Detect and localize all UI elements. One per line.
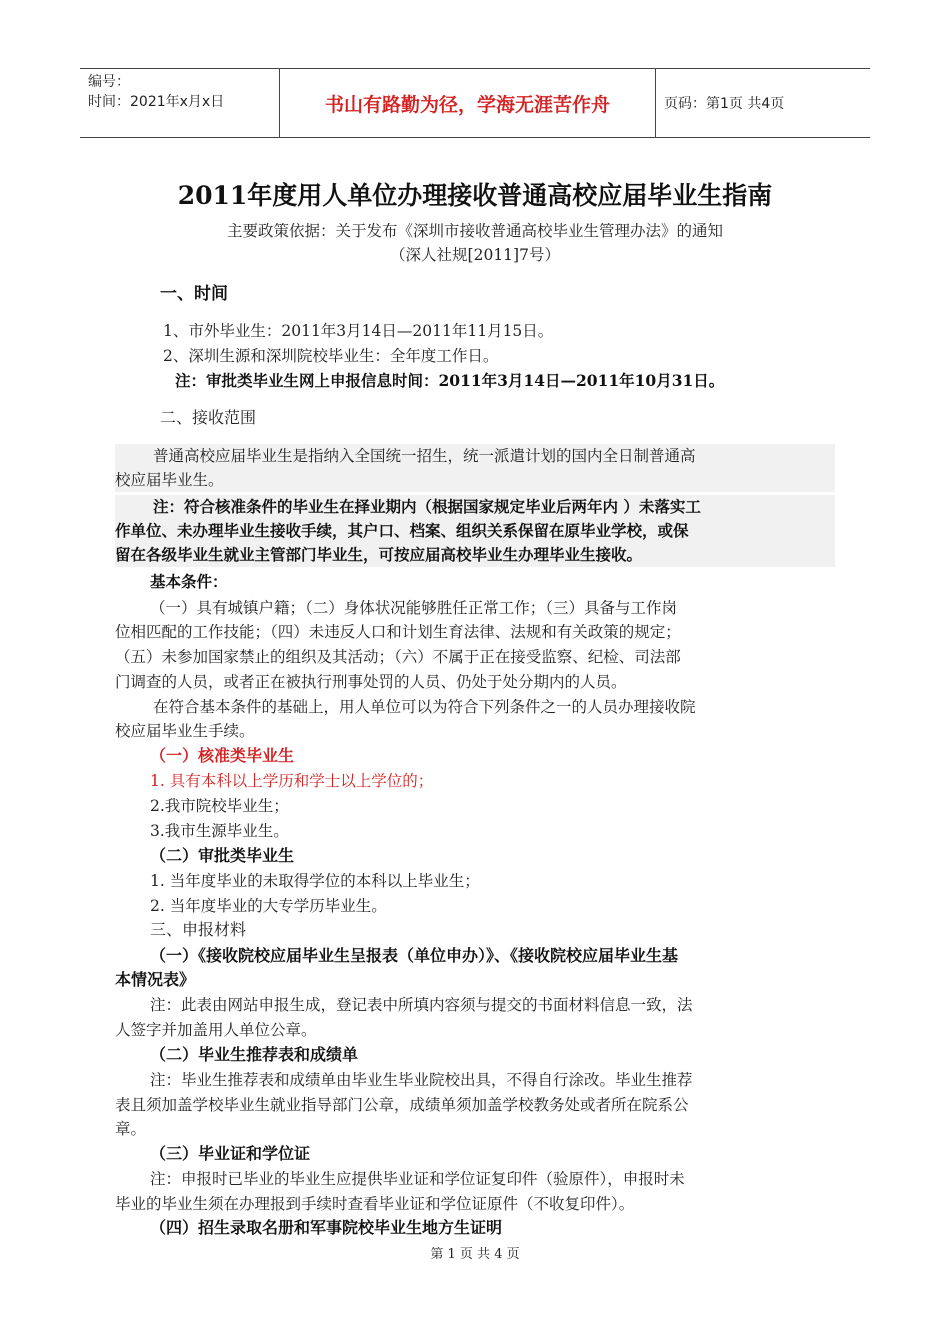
cat2-item-2: 2. 当年度毕业的大专学历毕业生。 (150, 897, 387, 915)
page-header (80, 68, 870, 138)
material-1-note-line1: 注：此表由网站申报生成，登记表中所填内容须与提交的书面材料信息一致，法 (150, 996, 693, 1014)
cat1-item-3: 3.我市生源毕业生。 (150, 822, 289, 840)
category-1-title: （一）核准类毕业生 (150, 746, 295, 765)
sec1-item-2: 2、深圳生源和深圳院校毕业生：全年度工作日。 (163, 347, 499, 365)
scope-para-line2: 校应届毕业生。 (115, 468, 835, 492)
material-3-note-line2: 毕业的毕业生须在办理报到手续时查看毕业证和学位证原件（不收复印件）。 (115, 1195, 635, 1213)
material-2-title: （二）毕业生推荐表和成绩单 (150, 1045, 359, 1064)
basic-line1: （一）具有城镇户籍；（二）身体状况能够胜任正常工作；（三）具备与工作岗 (150, 599, 678, 617)
cat2-item-1: 1. 当年度毕业的未取得学位的本科以上毕业生； (150, 872, 480, 890)
material-2-note-line1: 注：毕业生推荐表和成绩单由毕业生毕业院校出具，不得自行涂改。毕业生推荐 (150, 1071, 693, 1089)
scope-note-line3: 留在各级毕业生就业主管部门毕业生，可按应届高校毕业生办理毕业生接收。 (115, 543, 835, 567)
sec1-note: 注：审批类毕业生网上申报信息时间：2011年3月14日—2011年10月31日。 (175, 371, 725, 390)
cat1-item-1: 1. 具有本科以上学历和学士以上学位的； (150, 772, 434, 790)
scope-note-line1: 注：符合核准条件的毕业生在择业期内（根据国家规定毕业后两年内 ）未落实工 (115, 495, 835, 519)
document-title: 2011年度用人单位办理接收普通高校应届毕业生指南 (177, 181, 773, 210)
material-3-note-line1: 注：申报时已毕业的毕业生应提供毕业证和学位证复印件（验原件），申报时未 (150, 1170, 685, 1188)
scope-para-line1: 普通高校应届毕业生是指纳入全国统一招生，统一派遣计划的国内全日制普通高 (115, 444, 835, 468)
policy-basis-line2: （深人社规[2011]7号） (390, 246, 560, 264)
basic-line2: 位相匹配的工作技能；（四）未违反人口和计划生育法律、法规和有关政策的规定； (115, 623, 681, 641)
sec1-item-1: 1、市外毕业生：2011年3月14日—2011年11月15日。 (163, 322, 554, 340)
number-label: 编号： (88, 74, 130, 90)
policy-basis-line1: 主要政策依据：关于发布《深圳市接收普通高校毕业生管理办法》的通知 (226, 222, 723, 240)
scope-note-line2: 作单位、未办理毕业生接收手续，其户口、档案、组织关系保留在原毕业学校，或保 (115, 519, 835, 543)
conditions-line2: 校应届毕业生手续。 (115, 722, 255, 740)
material-1-title-line2: 本情况表》 (115, 970, 196, 989)
basic-line3: （五）未参加国家禁止的组织及其活动；（六）不属于正在接受监察、纪检、司法部 (115, 648, 681, 666)
material-2-note-line2: 表且须加盖学校毕业生就业指导部门公章，成绩单须加盖学校教务处或者所在院系公 (115, 1096, 689, 1114)
header-meta (80, 69, 280, 137)
material-4-title: （四）招生录取名册和军事院校毕业生地方生证明 (150, 1218, 503, 1237)
section-2-title: 二、接收范围 (160, 408, 257, 427)
header-page-info: 页码：第1页 共4页 (664, 96, 785, 112)
time-label: 时间：2021年x月x日 (88, 94, 225, 110)
material-2-note-line3: 章。 (115, 1120, 147, 1138)
category-2-title: （二）审批类毕业生 (150, 846, 295, 865)
section-3-title: 三、申报材料 (150, 920, 247, 939)
material-1-note-line2: 人签字并加盖用人单位公章。 (115, 1021, 317, 1039)
conditions-line1: 在符合基本条件的基础上，用人单位可以为符合下列条件之一的人员办理接收院 (153, 698, 696, 716)
page-footer: 第 1 页 共 4 页 (430, 1247, 520, 1262)
header-motto: 书山有路勤为径，学海无涯苦作舟 (280, 69, 656, 137)
material-3-title: （三）毕业证和学位证 (150, 1144, 311, 1163)
basic-line4: 门调查的人员，或者正在被执行刑事处罚的人员、仍处于处分期内的人员。 (115, 673, 627, 691)
cat1-item-2: 2.我市院校毕业生； (150, 797, 289, 815)
basic-conditions-title: 基本条件： (150, 572, 228, 591)
material-1-title-line1: （一）《接收院校应届毕业生呈报表（单位申办）》、《接收院校应届毕业生基 (150, 946, 679, 965)
section-1-title: 一、时间 (160, 284, 228, 304)
